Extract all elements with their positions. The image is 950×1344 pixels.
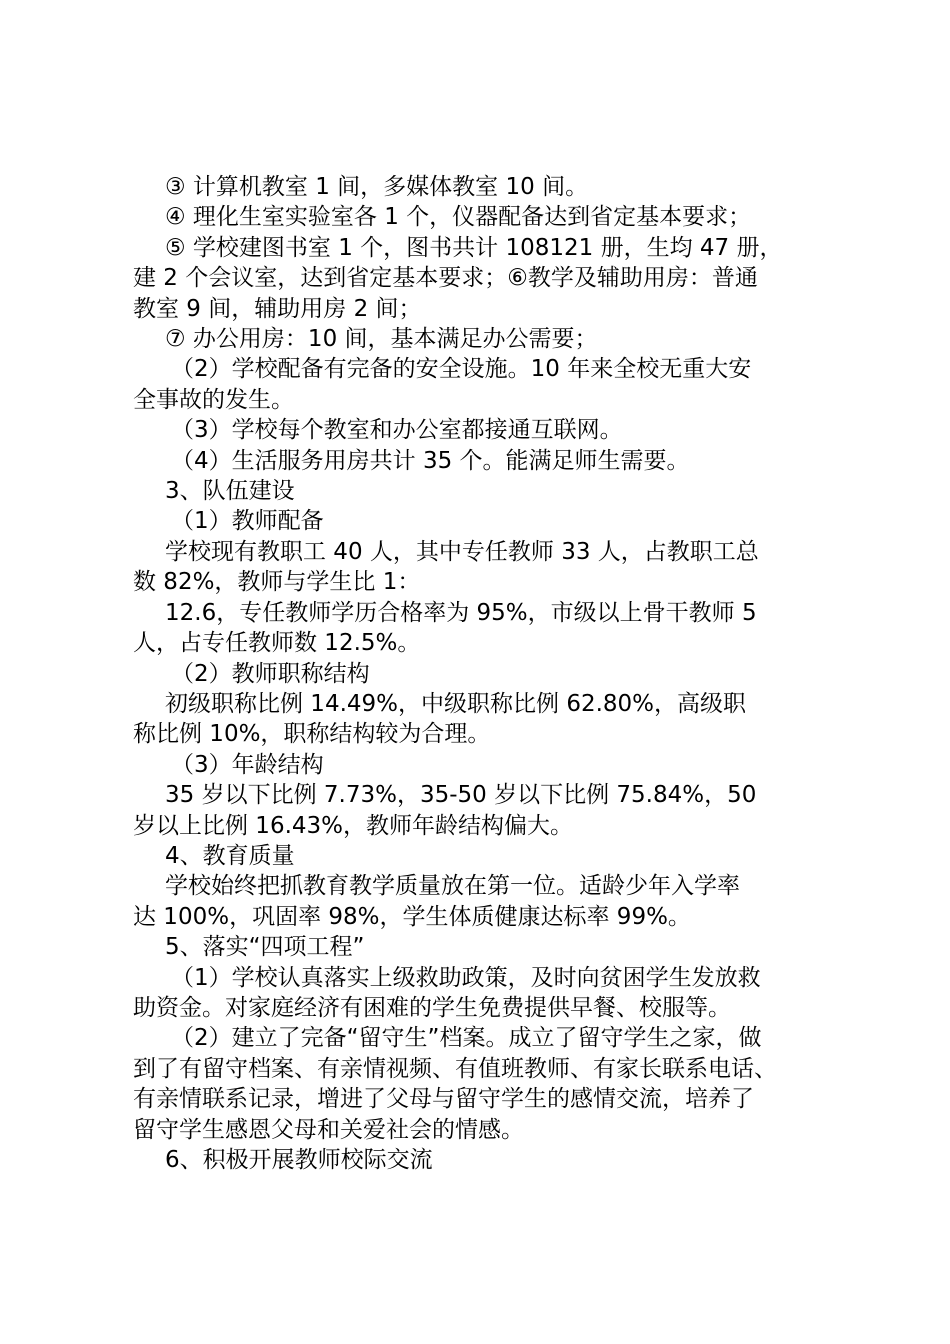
- text-line: 学校现有教职工 40 人，其中专任教师 33 人，占教职工总: [165, 538, 759, 565]
- text-line: 初级职称比例 14.49%，中级职称比例 62.80%，高级职: [165, 690, 747, 717]
- section-heading: 3、队伍建设: [165, 478, 295, 505]
- text-line: ④ 理化生室实验室各 1 个，仪器配备达到省定基本要求；: [165, 204, 752, 231]
- text-line: 35 岁以下比例 7.73%，35-50 岁以下比例 75.84%，50: [165, 782, 757, 809]
- subsection-heading: （1）教师配备: [171, 508, 324, 535]
- subsection-heading: （3）年龄结构: [171, 751, 324, 778]
- text-line: 岁以上比例 16.43%，教师年龄结构偏大。: [133, 812, 574, 839]
- text-line: 达 100%，巩固率 98%，学生体质健康达标率 99%。: [133, 903, 691, 930]
- text-line: 学校始终把抓教育教学质量放在第一位。适龄少年入学率: [165, 873, 740, 900]
- text-line: 留守学生感恩父母和关爱社会的情感。: [133, 1116, 524, 1143]
- text-line: 到了有留守档案、有亲情视频、有值班教师、有家长联系电话、: [133, 1055, 777, 1082]
- text-line: 助资金。对家庭经济有困难的学生免费提供早餐、校服等。: [133, 994, 731, 1021]
- text-line: ⑦ 办公用房：10 间，基本满足办公需要；: [165, 326, 598, 353]
- text-line: 人，占专任教师数 12.5%。: [133, 630, 421, 657]
- text-line: 全事故的发生。: [133, 386, 294, 413]
- section-heading: 4、教育质量: [165, 842, 295, 869]
- text-line: 教室 9 间，辅助用房 2 间；: [133, 295, 422, 322]
- text-line: ③ 计算机教室 1 间，多媒体教室 10 间。: [165, 174, 589, 200]
- subsection-heading: （2）教师职称结构: [171, 660, 370, 687]
- text-line: （3）学校每个教室和办公室都接通互联网。: [171, 417, 623, 444]
- text-line: 数 82%，教师与学生比 1：: [133, 569, 421, 596]
- text-line: 称比例 10%，职称结构较为合理。: [133, 721, 491, 748]
- text-line: （4）生活服务用房共计 35 个。能满足师生需要。: [171, 447, 690, 474]
- text-line: ⑤ 学校建图书室 1 个，图书共计 108121 册，生均 47 册，: [165, 234, 783, 261]
- text-line: （2）学校配备有完备的安全设施。10 年来全校无重大安: [171, 356, 752, 383]
- text-line: 12.6，专任教师学历合格率为 95%，市级以上骨干教师 5: [165, 599, 757, 626]
- text-line: （1）学校认真落实上级救助政策，及时向贫困学生发放救: [171, 964, 761, 991]
- section-heading: 6、积极开展教师校际交流: [165, 1147, 433, 1173]
- text-line: 有亲情联系记录，增进了父母与留守学生的感情交流，培养了: [133, 1086, 754, 1113]
- text-line: 建 2 个会议室，达到省定基本要求；⑥教学及辅助用房：普通: [133, 265, 758, 292]
- document-body: [133, 172, 833, 1175]
- section-heading: 5、落实“四项工程”: [165, 934, 365, 961]
- text-line: （2）建立了完备“留守生”档案。成立了留守学生之家，做: [171, 1025, 762, 1052]
